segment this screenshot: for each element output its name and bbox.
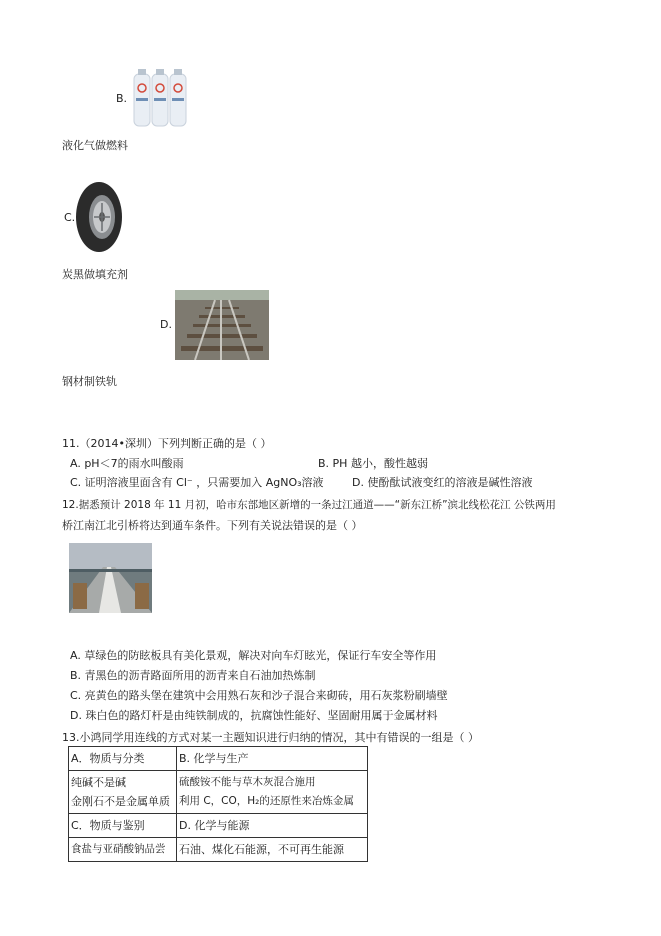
q11-option-c: C. 证明溶液里面含有 Cl⁻ ，只需要加入 AgNO₃溶液 xyxy=(70,476,324,489)
table-cell: 食盐与亚硝酸钠品尝 xyxy=(69,838,177,862)
q12-stem-line2: 桥江南江北引桥将达到通车条件。下列有关说法错误的是（ ） xyxy=(62,519,363,532)
option-d-caption: 钢材制铁轨 xyxy=(62,375,117,388)
table-row xyxy=(69,771,368,814)
table-row xyxy=(69,747,368,771)
table-cell: C．物质与鉴别 xyxy=(69,814,177,838)
q13-table xyxy=(68,746,368,862)
table-cell: 纯碱不是碱 金刚石不是金属单质 xyxy=(69,771,177,814)
q12-stem-line1: 12.据悉预计 2018 年 11 月初，哈市东部地区新增的一条过江通道——“新东江桥”滨北线松花江 公铁两用 xyxy=(62,499,556,511)
option-c-label: C. xyxy=(64,211,76,224)
table-cell: B. 化学与生产 xyxy=(177,747,368,771)
lpg-cylinders-photo xyxy=(132,68,188,130)
option-d-label: D. xyxy=(160,318,172,331)
bridge-photo xyxy=(69,543,152,613)
q12-option-c: C. 亮黄色的路头堡在建筑中会用熟石灰和沙子混合来砌砖，用石灰浆粉刷墙壁 xyxy=(70,689,448,702)
railway-track-photo xyxy=(175,290,269,360)
q11-option-b: B. PH 越小，酸性越弱 xyxy=(318,457,428,470)
q13-stem: 13.小鸿同学用连线的方式对某一主题知识进行归纳的情况，其中有错误的一组是（ ） xyxy=(62,731,479,744)
q11-option-d: D. 使酚酞试液变红的溶液是碱性溶液 xyxy=(352,476,533,489)
table-row xyxy=(69,814,368,838)
table-cell: 石油、煤化石能源，不可再生能源 xyxy=(177,838,368,862)
option-b-label: B. xyxy=(116,92,128,105)
q12-option-d: D. 珠白色的路灯杆是由纯铁制成的，抗腐蚀性能好、坚固耐用属于金属材料 xyxy=(70,709,438,722)
option-b-caption: 液化气做燃料 xyxy=(62,139,128,152)
option-c-caption: 炭黑做填充剂 xyxy=(62,268,128,281)
q11-option-a: A. pH＜7的雨水叫酸雨 xyxy=(70,457,184,470)
table-row xyxy=(69,838,368,862)
table-cell: 硫酸铵不能与草木灰混合施用 利用 C，CO，H₂的还原性来冶炼金属 xyxy=(177,771,368,814)
q11-stem: 11.（2014•深圳）下列判断正确的是（ ） xyxy=(62,437,272,450)
tire-photo xyxy=(73,181,125,254)
table-cell: A．物质与分类 xyxy=(69,747,177,771)
q12-option-b: B. 青黑色的沥青路面所用的沥青来自石油加热炼制 xyxy=(70,669,316,682)
table-cell: D. 化学与能源 xyxy=(177,814,368,838)
q12-option-a: A. 草绿色的防眩板具有美化景观，解决对向车灯眩光，保证行车安全等作用 xyxy=(70,649,437,662)
